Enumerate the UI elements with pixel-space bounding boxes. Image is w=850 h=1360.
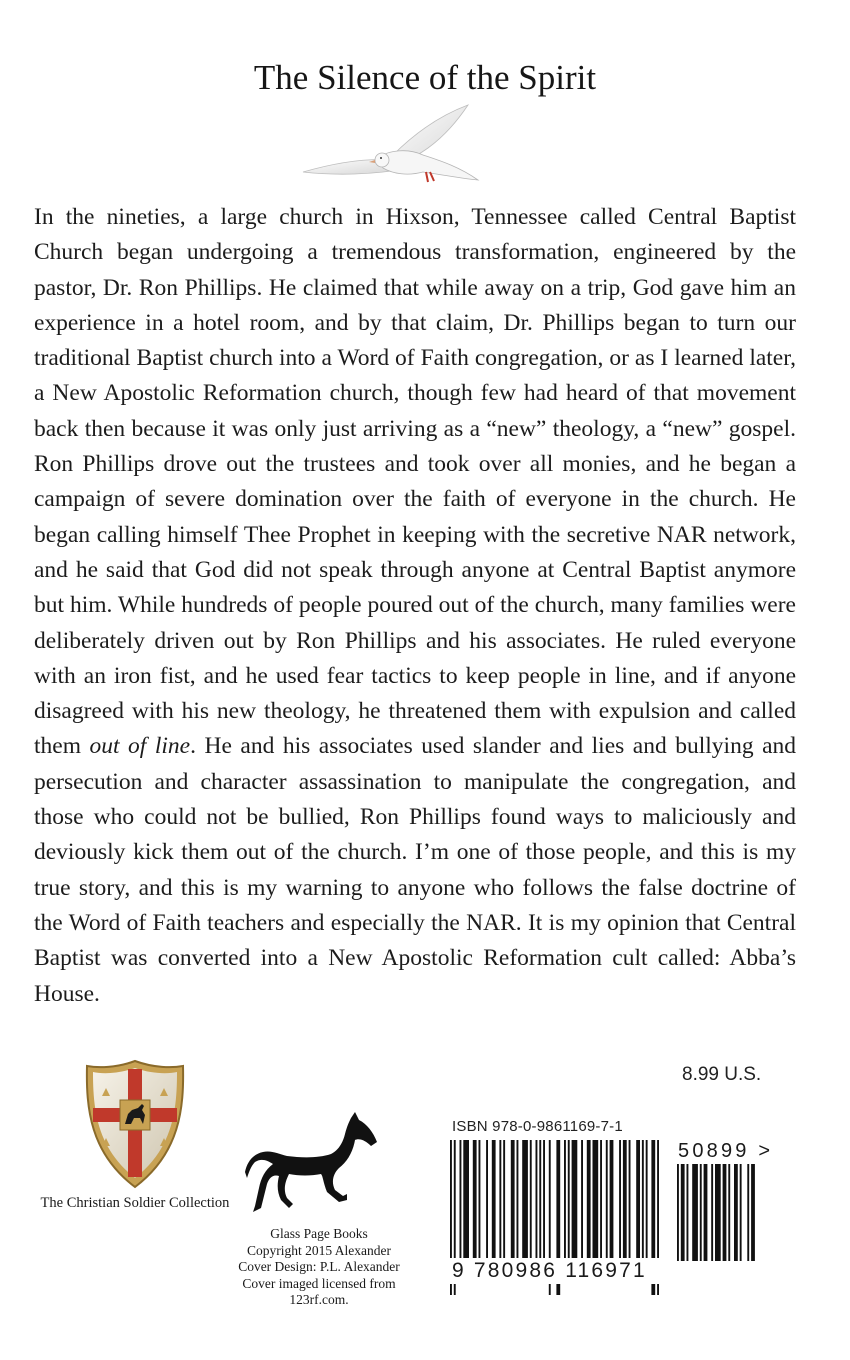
imprint-line: Glass Page Books: [270, 1226, 368, 1241]
barcode-bar: [511, 1140, 515, 1260]
barcode-bar: [543, 1140, 545, 1260]
barcode-bar: [539, 1140, 541, 1260]
horse-logo-icon: [243, 1112, 403, 1220]
barcode-bar: [681, 1164, 685, 1261]
barcode-bar: [642, 1140, 644, 1260]
imprint-line: Cover Design: P.L. Alexander: [238, 1259, 400, 1274]
barcode-bar: [463, 1140, 469, 1260]
barcode-bar: [704, 1164, 708, 1261]
barcode-bar: [486, 1140, 488, 1260]
isbn-label: ISBN 978-0-9861169-7-1: [452, 1118, 623, 1135]
barcode-bar: [747, 1164, 749, 1261]
price-label: 8.99 U.S.: [682, 1064, 762, 1085]
barcode-bar: [522, 1140, 528, 1260]
barcode-bar: [692, 1164, 698, 1261]
barcode-bar: [503, 1140, 505, 1260]
barcode-bar: [629, 1140, 631, 1260]
barcode-bar: [460, 1140, 462, 1260]
barcode-bar: [499, 1140, 501, 1260]
barcode-number: 9 780986 116971: [450, 1258, 664, 1284]
price-addon-code: 50899 >: [678, 1140, 774, 1162]
barcode-bar: [600, 1140, 602, 1260]
barcode-bar: [587, 1140, 591, 1260]
back-cover-blurb: [34, 200, 796, 1012]
collection-name: The Christian Soldier Collection: [40, 1195, 230, 1211]
barcode-bar: [623, 1140, 627, 1260]
barcode-bar: [687, 1164, 689, 1261]
barcode-bar: [636, 1140, 640, 1260]
barcode-bar: [728, 1164, 730, 1261]
barcode-bar: [473, 1140, 477, 1260]
barcode-bar: [517, 1140, 519, 1260]
dove-icon: [298, 100, 483, 190]
barcode-bar: [530, 1140, 532, 1260]
barcode-bar: [723, 1164, 727, 1261]
barcode-bar: [740, 1164, 742, 1261]
blurb-text-part1: In the nineties, a large church in Hixson, Tennessee called Central Baptist Church began undergoing a tremendous transformation, engineered by the pastor, Dr. Ron Phillips. He claimed that while away on a trip, God gave him an experience in a hotel room, and by that claim, Dr. Phillips began to turn our traditional Baptist church into a Word of Faith congregation, or as I learned later, a New Apostolic Reformation church, though few had heard of that movement back then because it was only just arriving as a “new” theology, a “new” gospel. Ron Phillips drove out the trustees and took over all monies, and he began a campaign of severe domination over the faith of everyone in the church. He began calling himself Thee Prophet in keeping with the secretive NAR network, and he said that God did not speak through anyone at Central Baptist anymore but him. While hundreds of people poured out of the church, many families were deliberately driven out by Ron Phillips and his associates. He ruled everyone with an iron fist, and he used fear tactics to keep people in line, and if anyone disagreed with his new theology, he threatened them with expulsion and called them: [34, 204, 796, 760]
barcode-bar: [606, 1140, 608, 1260]
imprint-line: Cover imaged licensed from: [242, 1275, 396, 1291]
barcode-bar: [677, 1164, 679, 1261]
blurb-text-part2: . He and his associates used slander and lies and bullying and persecution and character assassination to manipulate the congregation, and those who could not be bullied, Ron Phillips found ways to maliciously and deviously kick them out of the church. I’m one of those people, and this is my true story, and this is my warning to anyone who follows the false doctrine of the Word of Faith teachers and especially the NAR. It is my opinion that Central Baptist was converted into a New Apostolic Reformation cult called: Abba’s House.: [34, 733, 797, 1007]
barcode-bar: [711, 1164, 713, 1261]
price-addon-barcode: [676, 1164, 768, 1296]
book-title: The Silence of the Spirit: [253, 58, 597, 97]
barcode-bar: [593, 1140, 599, 1260]
barcode-bar: [715, 1164, 721, 1261]
barcode-bar: [700, 1164, 702, 1261]
barcode-bar: [536, 1140, 538, 1260]
publisher-imprint: [228, 1226, 410, 1309]
barcode-bar: [568, 1140, 570, 1260]
barcode-bar: [619, 1140, 621, 1260]
blurb-italic-phrase: out of line: [89, 733, 191, 760]
barcode-bar: [572, 1140, 578, 1260]
barcode-bar: [751, 1164, 755, 1261]
imprint-line: Copyright 2015 Alexander: [247, 1242, 391, 1258]
barcode-bar: [479, 1140, 481, 1260]
barcode-bar: [734, 1164, 738, 1261]
barcode-bar: [564, 1140, 566, 1260]
shield-crest-icon: [84, 1058, 186, 1190]
imprint-line: 123rf.com.: [289, 1292, 349, 1307]
barcode-bar: [581, 1140, 583, 1260]
barcode-bar: [492, 1140, 496, 1260]
barcode-bar: [610, 1140, 614, 1260]
barcode-bar: [646, 1140, 648, 1260]
